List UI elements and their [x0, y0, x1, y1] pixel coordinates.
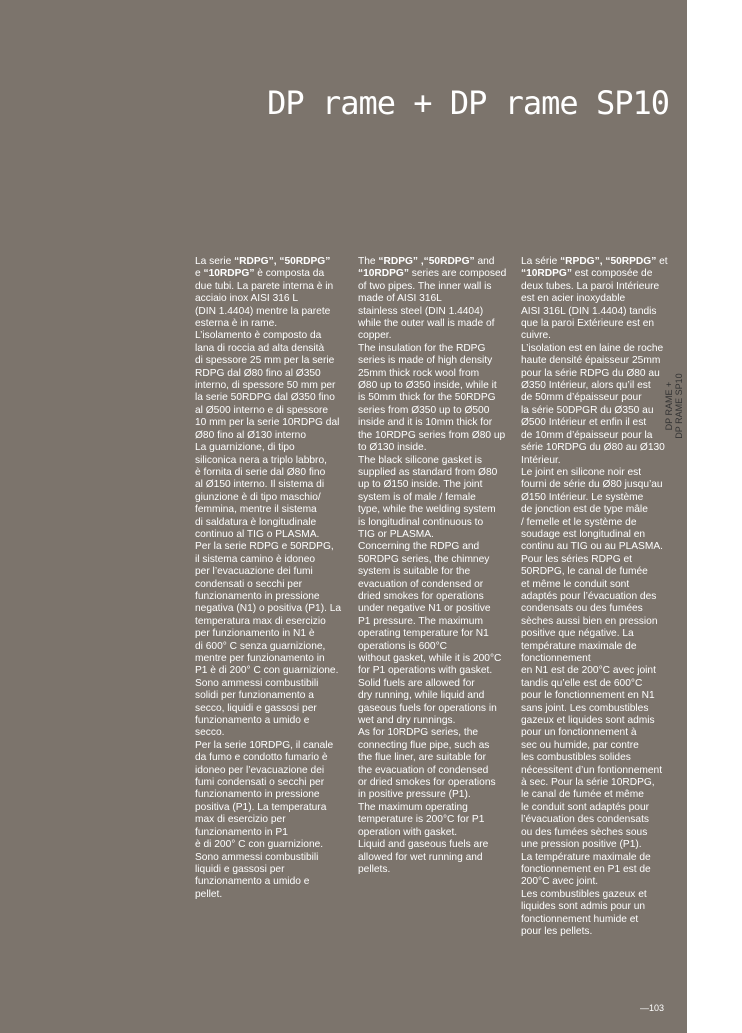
column-text [358, 256, 508, 876]
side-strip [687, 0, 742, 1033]
series-names: “RPDG”, “50RPDG” [560, 256, 657, 267]
side-label [664, 346, 684, 466]
intro-text: e [195, 268, 201, 280]
column-text [521, 256, 671, 938]
intro-text: La série [521, 256, 561, 267]
intro-text: La serie [195, 256, 235, 267]
column-text [195, 256, 345, 901]
body-text: est composée de deux tubes. La paroi Intérieure est en acier inoxydable AISI 316L (DIN 1.4404) tandis que la paroi Extérieure est en cuivre. L’isolation est en laine de roche haute densité épaisseur 25mm pour la série RDPG du Ø80 au Ø350 Intérieur, alors qu’il est de 50mm d’épaisseur pour la série 50DPGR du Ø350 au Ø500 Intérieur et enfin il est de 10mm d’épaisseur pour la série 10RDPG du Ø80 au Ø130 Intérieur. Le joint en silicone noir est fourni de série du Ø80 jusqu’au Ø150 Intérieur. Le système de jonction est de type mâle / femelle et le système de soudage est longitudinal en continu au TIG ou au PLASMA. Pour les séries RDPG et 50RDPG, le canal de fumée et même le conduit sont adaptés pour l’évacuation des condensats ou des fumées sèches aussi bien en pression positive que négative. La température maximale de fonctionnement en N1 est de 200°C avec joint tandis qu’elle est de 600°C pour le fonctionnement en N1 sans joint. Les combustibles gazeux et liquides sont admis pour un fonctionnement à sec ou humide, par contre les combustibles solides nécessitent d’un fontionnement à sec. Pour la série 10RDPG, le canal de fumée et même le conduit sont adaptés pour l’évacuation des condensats ou des fumées sèches sous une pression positive (P1). La température maximale de fonctionnement en P1 est de 200°C avec joint. Les combustibles gazeux et liquides sont admis pour un fonctionnement humide et pour les pellets. [521, 268, 665, 937]
series-names: “RDPG”, “50RDPG” [234, 256, 331, 267]
intro-text: et [659, 256, 668, 267]
body-text: è composta da due tubi. La parete interna è in acciaio inox AISI 316 L (DIN 1.4404) mentre la parete esterna è in rame. L’isolamento è composto da lana di roccia ad alta densità di spessore 25 mm per la serie RDPG dal Ø80 fino al Ø350 interno, di spessore 50 mm per la serie 50RDPG dal Ø350 fino al Ø500 interno e di spessore 10 mm per la serie 10RDPG dal Ø80 fino al Ø130 interno La guarnizione, di tipo siliconica nera a triplo labbro, è fornita di serie dal Ø80 fino al Ø150 interno. Il sistema di giunzione è di tipo maschio/ femmina, mentre il sistema di saldatura è longitudinale continuo al TIG o PLASMA. Per la serie RDPG e 50RDPG, il sistema camino è idoneo per l’evacuazione dei fumi condensati o secchi per funzionamento in pressione negativa (N1) o positiva (P1). La temperatura max di esercizio per funzionamento in N1 è di 600° C senza guarnizione, mentre per funzionamento in P1 è di 200° C con guarnizione. Sono ammessi combustibili solidi per funzionamento a secco, liquidi e gassosi per funzionamento a umido e secco. Per la serie 10RDPG, il canale da fumo e condotto fumario è idoneo per l’evacuazione dei fumi condensati o secchi per funzionamento in pressione positiva (P1). La temperatura max di esercizio per funzionamento in P1 è di 200° C con guarnizione. Sono ammessi combustibili liquidi e gassosi per funzionamento a umido e pellet. [195, 268, 342, 900]
page-number: —103 [640, 1003, 665, 1013]
series-names: “10RDPG” [358, 268, 409, 280]
intro-text: and [477, 256, 495, 267]
intro-text: The [358, 256, 379, 267]
side-label-line-1: DP RAME + [664, 381, 674, 431]
column-english [358, 256, 508, 876]
column-french [521, 256, 671, 938]
series-names: “10RDPG” [521, 268, 572, 280]
column-italian [195, 256, 345, 901]
body-text: series are composed of two pipes. The inner wall is made of AISI 316L stainless steel (DIN 1.4404) while the outer wall is made of copper. The insulation for the RDPG series is made of high density 25mm thick rock wool from Ø80 up to Ø350 inside, while it is 50mm thick for the 50RDPG series from Ø350 up to Ø500 inside and it is 10mm thick for the 10RDPG series from Ø80 up to Ø130 inside. The black silicone gasket is supplied as standard from Ø80 up to Ø150 inside. The joint system is of male / female type, while the welding system is longitudinal continuous to TIG or PLASMA. Concerning the RDPG and 50RDPG series, the chimney system is suitable for the evacuation of condensed or dried smokes for operations under negative N1 or positive P1 pressure. The maximum operating temperature for N1 operations is 600°C without gasket, while it is 200°C for P1 operations with gasket. Solid fuels are allowed for dry running, while liquid and gaseous fuels for operations in wet and dry runnings. As for 10RDPG series, the connecting flue pipe, such as the flue liner, are suitable for the evacuation of condensed or dried smokes for operations in positive pressure (P1). The maximum operating temperature is 200°C for P1 operation with gasket. Liquid and gaseous fuels are allowed for wet running and pellets. [358, 268, 507, 875]
side-label-line-2: DP RAME SP10 [674, 373, 684, 439]
series-names: “10RDPG” [203, 268, 255, 280]
series-names: “RDPG” ,“50RDPG” [378, 256, 475, 267]
page-title: DP rame + DP rame SP10 [267, 84, 669, 122]
